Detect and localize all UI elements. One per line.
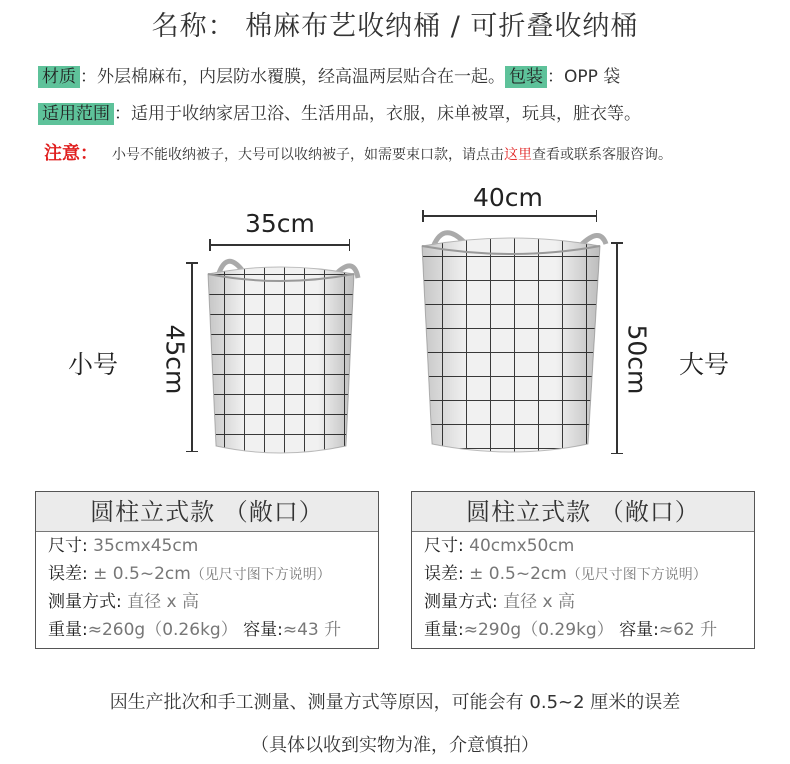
method-label: 测量方式: <box>424 592 498 612</box>
packaging-tag: 包装 <box>505 66 547 88</box>
method-value: 直径 x 高 <box>127 592 200 612</box>
small-spec-title: 圆柱立式款 （敞口） <box>36 492 378 532</box>
note-text-after: 查看或联系客服咨询。 <box>532 147 672 163</box>
usage-text: ：适用于收纳家居卫浴、生活用品，衣服，床单被罩，玩具，脏衣等。 <box>114 104 641 124</box>
small-size-row <box>36 532 378 560</box>
error-value: ± 0.5~2cm <box>93 564 191 584</box>
weight-label: 重量: <box>424 620 464 640</box>
error-value: ± 0.5~2cm <box>469 564 567 584</box>
weight-value: ≈260g（0.26kg） <box>87 620 238 640</box>
size-value: 35cmx45cm <box>93 536 199 556</box>
capacity-label: 容量: <box>243 620 283 640</box>
size-value: 40cmx50cm <box>469 536 575 556</box>
large-size-row <box>412 532 754 560</box>
method-label: 测量方式: <box>48 592 122 612</box>
large-height-dimension <box>611 242 623 454</box>
note-text: 小号不能收纳被子，大号可以收纳被子，如需要束口款，请点击 <box>112 147 504 163</box>
note-label: 注意： <box>44 143 98 164</box>
usage-line <box>38 99 641 124</box>
error-label: 误差: <box>424 564 464 584</box>
small-basket-image <box>196 248 368 462</box>
note-line <box>44 139 672 165</box>
size-label: 尺寸: <box>48 536 88 556</box>
usage-tag: 适用范围 <box>38 103 114 125</box>
small-width-label: 35cm <box>245 209 315 238</box>
footer-disclaimer: （具体以收到实物为准，介意慎拍） <box>251 735 539 756</box>
footer-error-note: 因生产批次和手工测量、测量方式等原因，可能会有 0.5~2 厘米的误差 <box>109 692 681 713</box>
capacity-value: ≈43 升 <box>282 620 342 640</box>
large-size-name: 大号 <box>679 350 730 379</box>
capacity-value: ≈62 升 <box>658 620 718 640</box>
large-basket-image <box>414 222 610 460</box>
small-spec-box <box>35 491 379 649</box>
large-height-label: 50cm <box>622 324 652 395</box>
weight-value: ≈290g（0.29kg） <box>463 620 614 640</box>
large-weight-row <box>412 616 754 644</box>
small-size-name: 小号 <box>68 350 119 379</box>
capacity-label: 容量: <box>619 620 659 640</box>
weight-label: 重量: <box>48 620 88 640</box>
large-error-row <box>412 560 754 588</box>
page-title: 名称： 棉麻布艺收纳桶 / 可折叠收纳桶 <box>151 11 639 42</box>
material-line <box>38 62 620 87</box>
large-width-dimension <box>422 210 597 222</box>
large-spec-box <box>411 491 755 649</box>
large-spec-title: 圆柱立式款 （敞口） <box>412 492 754 532</box>
method-value: 直径 x 高 <box>503 592 576 612</box>
large-width-label: 40cm <box>473 183 543 212</box>
error-note: （见尺寸图下方说明） <box>190 567 331 583</box>
error-label: 误差: <box>48 564 88 584</box>
small-error-row <box>36 560 378 588</box>
here-link[interactable]: 这里 <box>504 147 532 163</box>
error-note: （见尺寸图下方说明） <box>566 567 707 583</box>
small-height-label: 45cm <box>160 324 190 395</box>
small-weight-row <box>36 616 378 644</box>
packaging-text: ：OPP 袋 <box>547 67 621 87</box>
size-label: 尺寸: <box>424 536 464 556</box>
material-tag: 材质 <box>38 66 80 88</box>
small-method-row <box>36 588 378 616</box>
large-method-row <box>412 588 754 616</box>
material-text: ：外层棉麻布，内层防水覆膜，经高温两层贴合在一起。 <box>80 67 505 87</box>
